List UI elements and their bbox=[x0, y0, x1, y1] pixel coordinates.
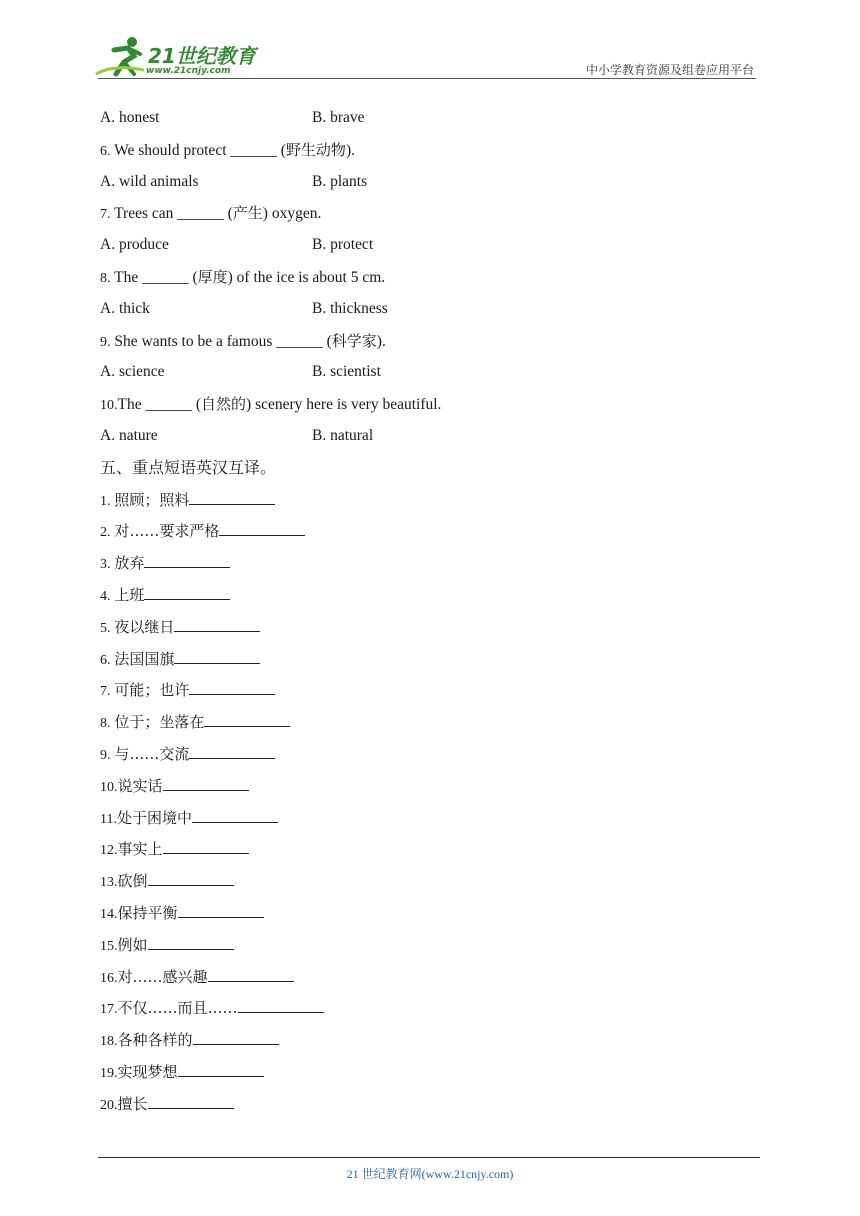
phrase-text: 位于；坐落在 bbox=[114, 713, 205, 732]
phrase-text: 照顾；照料 bbox=[114, 490, 190, 509]
phrase-text: 处于困境中 bbox=[116, 808, 192, 827]
runner-logo-icon bbox=[94, 34, 154, 80]
question-hint: 科学家 bbox=[331, 331, 377, 350]
phrase-number: 6. bbox=[100, 652, 111, 668]
answer-blank bbox=[192, 804, 278, 823]
phrase-item bbox=[100, 1026, 760, 1058]
option-b: B. thickness bbox=[312, 299, 388, 317]
phrase-number: 14. bbox=[100, 906, 118, 922]
phrase-text: 与……交流 bbox=[114, 744, 190, 763]
phrase-number: 18. bbox=[100, 1034, 118, 1050]
option-a: A. wild animals bbox=[100, 172, 199, 190]
option-a: A. honest bbox=[100, 109, 160, 126]
question-hint: 自然的 bbox=[201, 395, 247, 414]
question-text-end: ) oxygen. bbox=[262, 205, 322, 223]
phrase-text: 上班 bbox=[114, 585, 145, 604]
question-hint: 厚度 bbox=[197, 267, 228, 286]
question-text-end: ) scenery here is very beautiful. bbox=[246, 396, 442, 414]
phrase-item bbox=[100, 804, 760, 836]
answer-blank bbox=[204, 708, 290, 727]
question-text-end: ). bbox=[345, 141, 355, 159]
page-footer[interactable]: 21 世纪教育网(www.21cnjy.com) bbox=[346, 1167, 514, 1181]
phrase-number: 9. bbox=[100, 747, 111, 763]
question-text: She wants to be a famous ______ ( bbox=[114, 332, 332, 350]
question-number: 6. bbox=[100, 143, 111, 159]
answer-blank bbox=[189, 676, 275, 695]
phrase-text: 夜以继日 bbox=[114, 617, 175, 636]
phrase-item bbox=[100, 835, 760, 867]
phrase-number: 15. bbox=[100, 938, 118, 954]
question-number: 9. bbox=[100, 334, 111, 350]
phrase-item bbox=[100, 994, 760, 1026]
phrase-number: 17. bbox=[100, 1002, 118, 1018]
question-number: 10. bbox=[100, 398, 118, 414]
phrase-text: 放弃 bbox=[114, 554, 145, 573]
phrase-text: 不仅……而且…… bbox=[117, 999, 238, 1018]
phrase-text: 砍倒 bbox=[117, 872, 148, 891]
option-b: B. brave bbox=[312, 109, 365, 126]
question-row bbox=[100, 263, 760, 295]
option-row bbox=[100, 231, 760, 263]
phrase-item bbox=[100, 899, 760, 931]
phrase-item bbox=[100, 931, 760, 963]
answer-blank bbox=[193, 1026, 279, 1045]
phrase-text: 实现梦想 bbox=[117, 1062, 178, 1081]
phrase-text: 擅长 bbox=[117, 1094, 148, 1113]
phrase-number: 8. bbox=[100, 716, 111, 732]
answer-blank bbox=[208, 963, 294, 982]
option-row bbox=[100, 422, 760, 454]
phrase-number: 11. bbox=[100, 811, 117, 827]
footer-divider bbox=[98, 1157, 760, 1158]
question-row bbox=[100, 390, 760, 422]
phrase-number: 3. bbox=[100, 557, 111, 573]
answer-blank bbox=[174, 613, 260, 632]
question-number: 7. bbox=[100, 207, 111, 223]
answer-blank bbox=[163, 835, 249, 854]
phrase-item bbox=[100, 645, 760, 677]
option-row bbox=[100, 295, 760, 327]
option-b: B. scientist bbox=[312, 363, 381, 381]
question-text-end: ). bbox=[376, 332, 386, 350]
option-a: A. thick bbox=[100, 299, 150, 317]
question-text: We should protect ______ ( bbox=[114, 141, 286, 159]
page-header bbox=[94, 30, 760, 80]
question-row bbox=[100, 136, 760, 168]
phrase-text: 说实话 bbox=[117, 776, 163, 795]
phrase-item bbox=[100, 708, 760, 740]
header-divider bbox=[98, 78, 756, 79]
question-text: The ______ ( bbox=[114, 268, 198, 286]
phrase-text: 事实上 bbox=[117, 840, 163, 859]
question-number: 8. bbox=[100, 270, 111, 286]
phrase-number: 2. bbox=[100, 525, 111, 541]
phrase-item bbox=[100, 772, 760, 804]
phrase-item bbox=[100, 581, 760, 613]
answer-blank bbox=[189, 740, 275, 759]
answer-blank bbox=[178, 1058, 264, 1077]
answer-blank bbox=[148, 867, 234, 886]
logo-text: 21世纪教育 bbox=[148, 44, 256, 68]
phrase-number: 1. bbox=[100, 493, 111, 509]
option-row bbox=[100, 358, 760, 390]
phrase-item bbox=[100, 1058, 760, 1090]
phrase-text: 对……要求严格 bbox=[114, 522, 220, 541]
phrase-number: 7. bbox=[100, 684, 111, 700]
answer-blank bbox=[163, 772, 249, 791]
answer-blank bbox=[174, 645, 260, 664]
option-row bbox=[100, 168, 760, 200]
answer-blank bbox=[189, 486, 275, 505]
phrase-item bbox=[100, 613, 760, 645]
question-hint: 野生动物 bbox=[285, 140, 346, 159]
option-b: B. protect bbox=[312, 236, 374, 254]
question-hint: 产生 bbox=[232, 204, 263, 223]
answer-blank bbox=[238, 994, 324, 1013]
site-logo bbox=[94, 34, 264, 80]
phrase-item bbox=[100, 963, 760, 995]
phrase-item bbox=[100, 517, 760, 549]
question-row bbox=[100, 199, 760, 231]
question-text: Trees can ______ ( bbox=[114, 205, 233, 223]
phrase-item bbox=[100, 549, 760, 581]
phrase-item bbox=[100, 676, 760, 708]
option-b: B. plants bbox=[312, 172, 368, 190]
option-b: B. natural bbox=[312, 426, 374, 444]
option-a: A. nature bbox=[100, 426, 158, 444]
phrase-number: 19. bbox=[100, 1065, 118, 1081]
answer-blank bbox=[148, 931, 234, 950]
option-row bbox=[100, 104, 760, 136]
phrase-number: 13. bbox=[100, 875, 118, 891]
phrase-number: 20. bbox=[100, 1097, 118, 1113]
logo-url: www.21cnjy.com bbox=[146, 66, 231, 76]
phrase-number: 10. bbox=[100, 779, 118, 795]
question-row bbox=[100, 327, 760, 359]
answer-blank bbox=[148, 1090, 234, 1109]
section-title: 五、重点短语英汉互译。 bbox=[100, 457, 277, 477]
option-a: A. science bbox=[100, 363, 165, 381]
phrase-item bbox=[100, 740, 760, 772]
phrase-text: 对……感兴趣 bbox=[117, 967, 208, 986]
answer-blank bbox=[144, 549, 230, 568]
phrase-item bbox=[100, 486, 760, 518]
question-text-end: ) of the ice is about 5 cm. bbox=[227, 268, 386, 286]
answer-blank bbox=[219, 517, 305, 536]
phrase-text: 例如 bbox=[117, 935, 148, 954]
header-platform-text: 中小学教育资源及组卷应用平台 bbox=[585, 63, 754, 77]
phrase-item bbox=[100, 1090, 760, 1122]
phrase-item bbox=[100, 867, 760, 899]
phrase-number: 16. bbox=[100, 970, 118, 986]
phrase-text: 保持平衡 bbox=[117, 903, 178, 922]
answer-blank bbox=[178, 899, 264, 918]
worksheet-content bbox=[100, 104, 760, 1122]
option-a: A. produce bbox=[100, 236, 169, 254]
phrase-number: 4. bbox=[100, 588, 111, 604]
phrase-number: 12. bbox=[100, 843, 118, 859]
question-text: The ______ ( bbox=[117, 396, 202, 414]
phrase-text: 法国国旗 bbox=[114, 649, 175, 668]
phrase-text: 可能；也许 bbox=[114, 681, 190, 700]
phrase-text: 各种各样的 bbox=[117, 1031, 193, 1050]
answer-blank bbox=[144, 581, 230, 600]
phrase-number: 5. bbox=[100, 620, 111, 636]
